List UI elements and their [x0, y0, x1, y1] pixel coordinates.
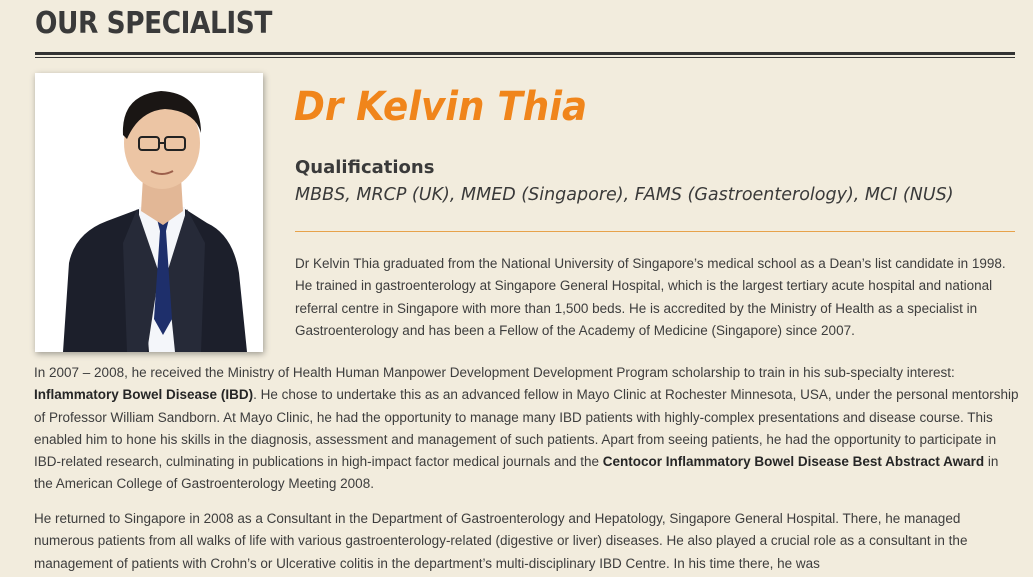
doctor-name: Dr Kelvin Thia [294, 84, 588, 130]
ibd-highlight: Inflammatory Bowel Disease (IBD) [34, 387, 254, 403]
bio-paragraph-2-text-c: . He chose to undertake this as an advanced fellow in Mayo Clinic at Rochester Minnesota, USA, under the personal mentorship of Professor William Sandborn. At Mayo Clinic, he had the opportunity to manage many IBD patients with highly-complex presentations and disease course. This enabled him to hone his skills in the diagnosis, assessment and management of such patients. Apart from seeing patients, he had the opportunity to participate in IBD-related research, culminating in publications in high-impact factor medical journals and the [34, 387, 1019, 470]
award-highlight: Centocor Inflammatory Bowel Disease Best Abstract Award [602, 454, 985, 470]
doctor-photo [35, 73, 263, 352]
bio-paragraph-2 [34, 362, 1019, 496]
qualifications-heading: Qualifications [295, 157, 435, 178]
bio-paragraph-2-text-a: In 2007 – 2008, he received the Ministry of Health Human Manpower Development Development Program scholarship to train in his sub-specialty interest: [34, 365, 955, 380]
bio-paragraph-2-text-e: in the American College of Gastroenterology Meeting 2008. [34, 454, 999, 492]
bio-paragraph-1: Dr Kelvin Thia graduated from the National University of Singapore’s medical school as a Dean’s list candidate in 1998. He trained in gastroenterology at Singapore General Hospital, which is the largest tertiary acute hospital and national referral centre in Singapore with more than 1,500 beds. He is accredited by the Ministry of Health as a specialist in Gastroenterology and has been a Fellow of the Academy of Medicine (Singapore) since 2007. [295, 256, 1006, 338]
doctor-portrait-image [35, 73, 263, 352]
bio-paragraph-3: He returned to Singapore in 2008 as a Consultant in the Department of Gastroenterology and Hepatology, Singapore General Hospital. There, he managed numerous patients from all walks of life with various gastroenterology-related (digestive or liver) diseases. He also played a crucial role as a consultant in the management of patients with Crohn’s or Ulcerative colitis in the department’s multi-disciplinary IBD Centre. In his time there, he was [34, 511, 968, 571]
title-divider [35, 52, 1015, 58]
section-title: OUR SPECIALIST [35, 6, 272, 41]
qualifications-text: MBBS, MRCP (UK), MMED (Singapore), FAMS (Gastroenterology), MCI (NUS) [295, 185, 954, 205]
qualifications-divider [295, 231, 1015, 232]
